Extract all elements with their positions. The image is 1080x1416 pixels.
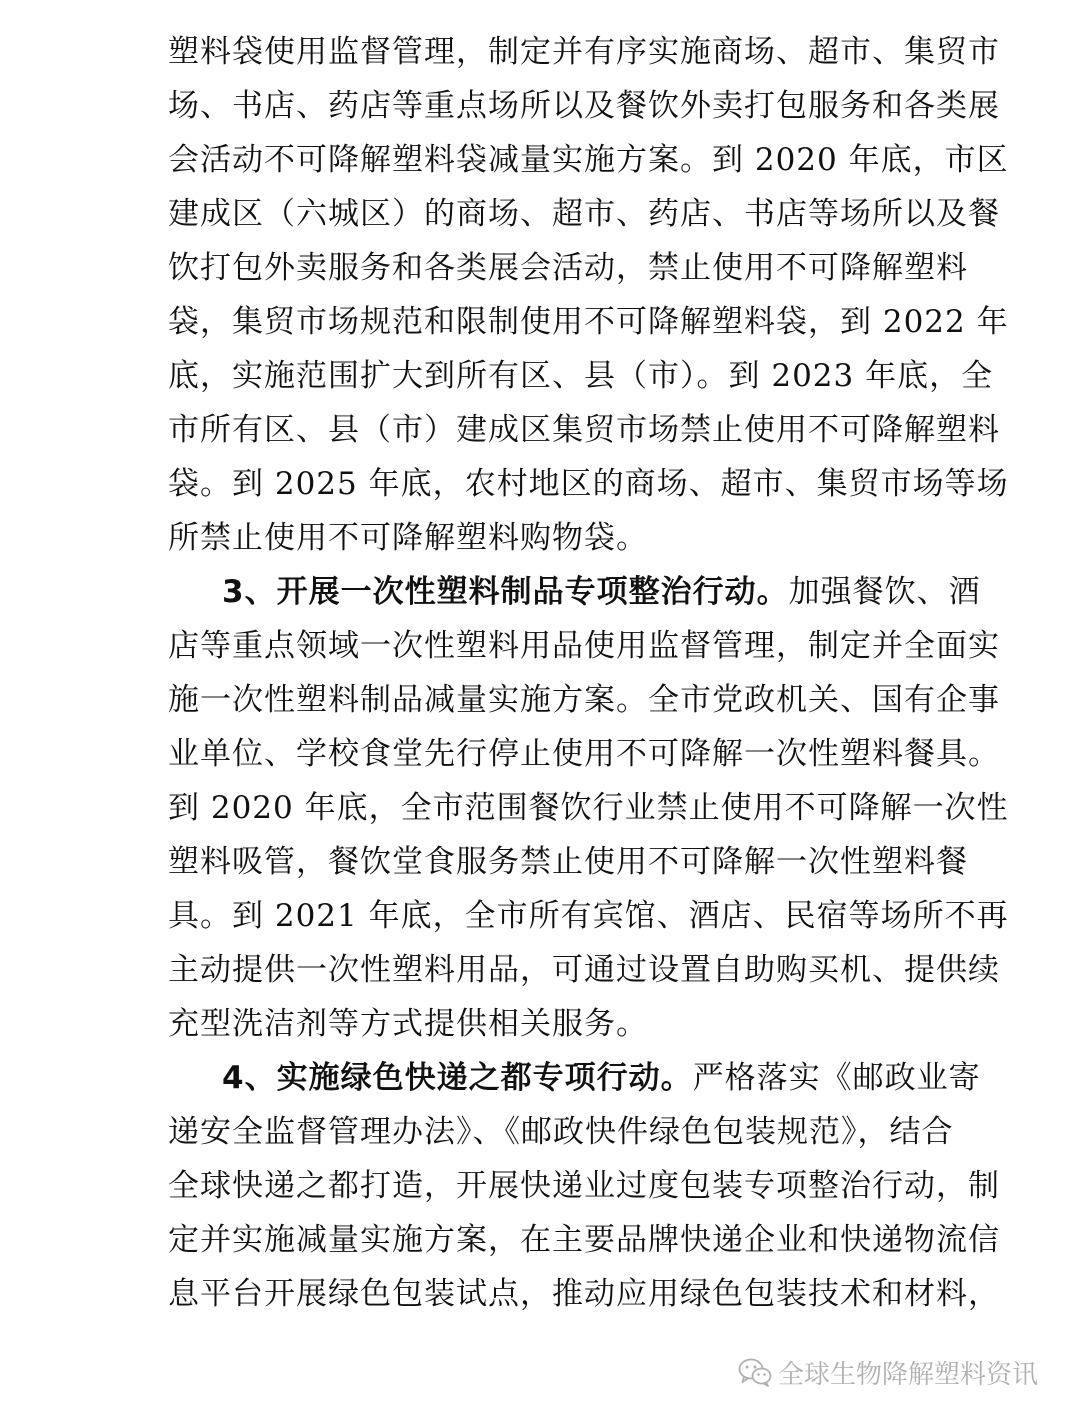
paragraph-line: 袋。到 2025 年底，农村地区的商场、超市、集贸市场等场 [168,466,1009,502]
paragraph-line: 塑料袋使用监督管理，制定并有序实施商场、超市、集贸市 [168,34,1000,70]
paragraph-line: 店等重点领域一次性塑料用品使用监督管理，制定并全面实 [168,628,1000,664]
section-4-first-line [222,1058,981,1098]
paragraph-line: 袋，集贸市场规范和限制使用不可降解塑料袋，到 2022 年 [168,304,1009,340]
paragraph-line: 到 2020 年底，全市范围餐饮行业禁止使用不可降解一次性 [168,790,1009,826]
paragraph-line: 息平台开展绿色包装试点，推动应用绿色包装技术和材料， [168,1276,1000,1312]
paragraph-line: 主动提供一次性塑料用品，可通过设置自助购买机、提供续 [168,952,1000,988]
paragraph-line: 场、书店、药店等重点场所以及餐饮外卖打包服务和各类展 [168,88,1000,124]
section-3-heading: 3、开展一次性塑料制品专项整治行动。 [222,574,789,610]
section-4-lead-text: 严格落实《邮政业寄 [692,1060,981,1096]
section-3-lead-text: 加强餐饮、酒 [788,574,981,610]
paragraph-line: 具。到 2021 年底，全市所有宾馆、酒店、民宿等场所不再 [168,898,1009,934]
paragraph-line: 定并实施减量实施方案，在主要品牌快递企业和快递物流信 [168,1222,1000,1258]
paragraph-line: 所禁止使用不可降解塑料购物袋。 [168,520,648,556]
paragraph-line: 建成区（六城区）的商场、超市、药店、书店等场所以及餐 [168,196,1000,232]
paragraph-line: 递安全监督管理办法》、《邮政快件绿色包装规范》，结合 [168,1114,954,1150]
section-4-heading: 4、实施绿色快递之都专项行动。 [222,1060,693,1096]
paragraph-line: 底，实施范围扩大到所有区、县（市）。到 2023 年底，全 [168,358,994,394]
paragraph-line: 会活动不可降解塑料袋减量实施方案。到 2020 年底，市区 [168,142,1009,178]
paragraph-line: 业单位、学校食堂先行停止使用不可降解一次性塑料餐具。 [168,736,1000,772]
wechat-icon [738,1357,772,1387]
watermark [738,1352,1038,1392]
paragraph-line: 全球快递之都打造，开展快递业过度包装专项整治行动，制 [168,1168,1000,1204]
section-3-first-line [222,572,981,612]
paragraph-line: 施一次性塑料制品减量实施方案。全市党政机关、国有企事 [168,682,1000,718]
watermark-text: 全球生物降解塑料资讯 [778,1359,1039,1390]
paragraph-line: 饮打包外卖服务和各类展会活动，禁止使用不可降解塑料 [168,250,968,286]
paragraph-line: 塑料吸管，餐饮堂食服务禁止使用不可降解一次性塑料餐 [168,844,968,880]
paragraph-line: 市所有区、县（市）建成区集贸市场禁止使用不可降解塑料 [168,412,1000,448]
paragraph-line: 充型洗洁剂等方式提供相关服务。 [168,1006,648,1042]
